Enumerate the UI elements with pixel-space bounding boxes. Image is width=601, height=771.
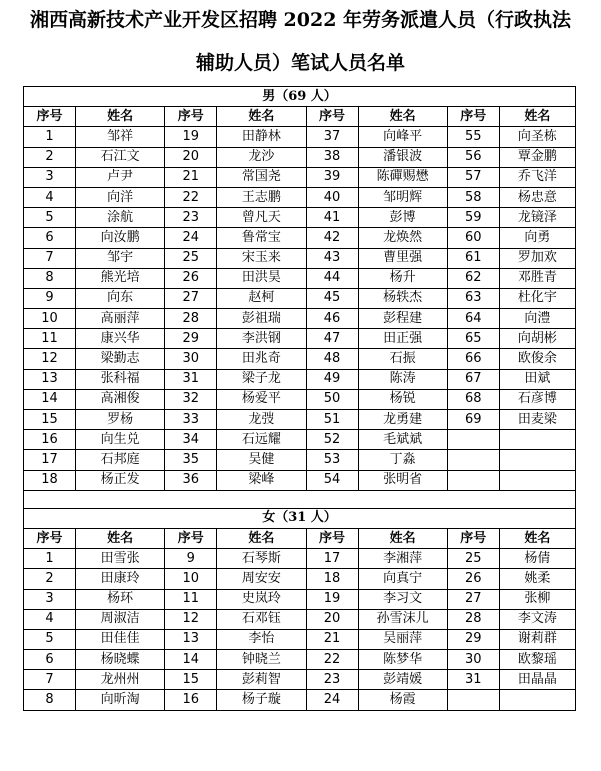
row-number: 5: [24, 629, 76, 649]
person-name: 丁淼: [358, 450, 447, 470]
person-name: 彭莉智: [217, 670, 306, 690]
row-number: 66: [447, 349, 499, 369]
row-number: 9: [165, 549, 217, 569]
row-number: 15: [165, 670, 217, 690]
person-name: 邹明辉: [358, 187, 447, 207]
table-row: [24, 410, 576, 430]
person-name: 钟晓兰: [217, 650, 306, 670]
row-number: 56: [447, 147, 499, 167]
person-name: 王志鹏: [217, 187, 306, 207]
person-name: 石邓钰: [217, 609, 306, 629]
person-name: 吴健: [217, 450, 306, 470]
row-number: 29: [447, 629, 499, 649]
row-number: [447, 470, 499, 490]
person-name: 鲁常宝: [217, 228, 306, 248]
column-header-name: 姓名: [358, 528, 447, 548]
column-header-name: 姓名: [217, 107, 306, 127]
table-row: [24, 609, 576, 629]
table-row: [24, 629, 576, 649]
person-name: 李习文: [358, 589, 447, 609]
male-section-caption: 男（69 人）: [24, 87, 576, 107]
person-name: 田康玲: [76, 569, 165, 589]
row-number: 28: [447, 609, 499, 629]
row-number: 32: [165, 389, 217, 409]
person-name: 周淑洁: [76, 609, 165, 629]
row-number: 25: [165, 248, 217, 268]
row-number: 54: [306, 470, 358, 490]
person-name: [499, 430, 575, 450]
row-number: 16: [24, 430, 76, 450]
person-name: 向生兑: [76, 430, 165, 450]
row-number: 30: [447, 650, 499, 670]
person-name: 龙弢: [217, 410, 306, 430]
row-number: 10: [165, 569, 217, 589]
column-header-no: 序号: [447, 107, 499, 127]
row-number: 13: [24, 369, 76, 389]
person-name: 李湘萍: [358, 549, 447, 569]
column-header-name: 姓名: [76, 107, 165, 127]
person-name: 田洪昊: [217, 268, 306, 288]
table-row: [24, 208, 576, 228]
table-row: [24, 288, 576, 308]
row-number: 21: [306, 629, 358, 649]
row-number: 7: [24, 248, 76, 268]
person-name: 杨倩: [499, 549, 575, 569]
row-number: 19: [165, 127, 217, 147]
row-number: 1: [24, 127, 76, 147]
person-name: 田晶晶: [499, 670, 575, 690]
person-name: 杨忠意: [499, 187, 575, 207]
person-name: 罗杨: [76, 410, 165, 430]
table-row: [24, 349, 576, 369]
person-name: 田斌: [499, 369, 575, 389]
person-name: 向勇: [499, 228, 575, 248]
row-number: 43: [306, 248, 358, 268]
female-section-caption: 女（31 人）: [24, 508, 576, 528]
person-name: 宋玉来: [217, 248, 306, 268]
row-number: 25: [447, 549, 499, 569]
page-title-line1: 湘西高新技术产业开发区招聘 2022 年劳务派遣人员（行政执法: [29, 9, 572, 31]
person-name: 石振: [358, 349, 447, 369]
person-name: 张科福: [76, 369, 165, 389]
person-name: 石邦庭: [76, 450, 165, 470]
person-name: 向圣栋: [499, 127, 575, 147]
page-title-line2: 辅助人员）笔试人员名单: [195, 52, 405, 74]
row-number: 15: [24, 410, 76, 430]
row-number: 19: [306, 589, 358, 609]
table-row: [24, 268, 576, 288]
person-name: 谢莉群: [499, 629, 575, 649]
person-name: 向洋: [76, 187, 165, 207]
row-number: 21: [165, 167, 217, 187]
table-row: [24, 309, 576, 329]
row-number: 59: [447, 208, 499, 228]
row-number: 13: [165, 629, 217, 649]
person-name: 吴丽萍: [358, 629, 447, 649]
male-caption-row: [24, 87, 576, 107]
row-number: 50: [306, 389, 358, 409]
row-number: 58: [447, 187, 499, 207]
person-name: 孙雪沫儿: [358, 609, 447, 629]
person-name: 梁勤志: [76, 349, 165, 369]
person-name: 龙焕然: [358, 228, 447, 248]
row-number: 18: [24, 470, 76, 490]
person-name: 石琴斯: [217, 549, 306, 569]
column-header-no: 序号: [24, 528, 76, 548]
person-name: [499, 470, 575, 490]
person-name: 杨子璇: [217, 690, 306, 710]
row-number: 24: [306, 690, 358, 710]
table-row: [24, 127, 576, 147]
table-row: [24, 589, 576, 609]
person-name: 欧黎瑶: [499, 650, 575, 670]
table-row: [24, 549, 576, 569]
person-name: 向东: [76, 288, 165, 308]
person-name: 彭祖瑞: [217, 309, 306, 329]
column-header-name: 姓名: [76, 528, 165, 548]
column-header-no: 序号: [306, 528, 358, 548]
person-name: 龙州州: [76, 670, 165, 690]
row-number: 60: [447, 228, 499, 248]
row-number: 49: [306, 369, 358, 389]
person-name: 田麦梁: [499, 410, 575, 430]
row-number: 34: [165, 430, 217, 450]
table-row: [24, 187, 576, 207]
row-number: 68: [447, 389, 499, 409]
table-row: [24, 147, 576, 167]
row-number: 17: [306, 549, 358, 569]
row-number: 20: [306, 609, 358, 629]
table-row: [24, 450, 576, 470]
person-name: 涂航: [76, 208, 165, 228]
column-header-name: 姓名: [499, 528, 575, 548]
row-number: 30: [165, 349, 217, 369]
table-row: [24, 248, 576, 268]
person-name: 彭博: [358, 208, 447, 228]
table-row: [24, 650, 576, 670]
person-name: 康兴华: [76, 329, 165, 349]
person-name: 杨升: [358, 268, 447, 288]
row-number: 26: [165, 268, 217, 288]
row-number: 6: [24, 228, 76, 248]
row-number: 8: [24, 268, 76, 288]
column-header-name: 姓名: [217, 528, 306, 548]
person-name: 石江文: [76, 147, 165, 167]
table-row: [24, 690, 576, 710]
row-number: 64: [447, 309, 499, 329]
row-number: 31: [165, 369, 217, 389]
row-number: 62: [447, 268, 499, 288]
row-number: 53: [306, 450, 358, 470]
person-name: 田佳佳: [76, 629, 165, 649]
row-number: 28: [165, 309, 217, 329]
person-name: 李怡: [217, 629, 306, 649]
person-name: 邹宇: [76, 248, 165, 268]
row-number: 57: [447, 167, 499, 187]
person-name: 常国尧: [217, 167, 306, 187]
column-header-no: 序号: [24, 107, 76, 127]
person-name: 曹里强: [358, 248, 447, 268]
person-name: 向昕淘: [76, 690, 165, 710]
row-number: 2: [24, 569, 76, 589]
person-name: 田静林: [217, 127, 306, 147]
row-number: 55: [447, 127, 499, 147]
person-name: 龙勇建: [358, 410, 447, 430]
row-number: 41: [306, 208, 358, 228]
person-name: 向胡彬: [499, 329, 575, 349]
row-number: 29: [165, 329, 217, 349]
row-number: 52: [306, 430, 358, 450]
person-name: 邹祥: [76, 127, 165, 147]
person-name: 田雪张: [76, 549, 165, 569]
row-number: 65: [447, 329, 499, 349]
person-name: 田兆奇: [217, 349, 306, 369]
person-name: [499, 450, 575, 470]
row-number: 9: [24, 288, 76, 308]
person-name: 龙沙: [217, 147, 306, 167]
row-number: 47: [306, 329, 358, 349]
row-number: 46: [306, 309, 358, 329]
row-number: 67: [447, 369, 499, 389]
person-name: 乔飞洋: [499, 167, 575, 187]
row-number: 48: [306, 349, 358, 369]
person-name: 彭程建: [358, 309, 447, 329]
person-name: 梁子龙: [217, 369, 306, 389]
row-number: 24: [165, 228, 217, 248]
person-name: 张柳: [499, 589, 575, 609]
person-name: 卢尹: [76, 167, 165, 187]
person-name: 石远耀: [217, 430, 306, 450]
row-number: 23: [165, 208, 217, 228]
person-name: 杨环: [76, 589, 165, 609]
column-header-no: 序号: [447, 528, 499, 548]
person-name: 杨锐: [358, 389, 447, 409]
person-name: 李文涛: [499, 609, 575, 629]
table-row: [24, 228, 576, 248]
row-number: 37: [306, 127, 358, 147]
row-number: 27: [165, 288, 217, 308]
person-name: 杨晓蝶: [76, 650, 165, 670]
table-row: [24, 670, 576, 690]
person-name: 石彦博: [499, 389, 575, 409]
person-name: 陈磾赐懋: [358, 167, 447, 187]
row-number: 6: [24, 650, 76, 670]
section-spacer: [24, 490, 576, 508]
person-name: 欧俊余: [499, 349, 575, 369]
row-number: 40: [306, 187, 358, 207]
row-number: 23: [306, 670, 358, 690]
row-number: 44: [306, 268, 358, 288]
person-name: 熊光培: [76, 268, 165, 288]
row-number: 11: [24, 329, 76, 349]
row-number: 2: [24, 147, 76, 167]
female-caption-row: [24, 508, 576, 528]
row-number: 35: [165, 450, 217, 470]
roster-table: [23, 86, 576, 711]
row-number: 22: [165, 187, 217, 207]
person-name: 姚柔: [499, 569, 575, 589]
table-row: [24, 369, 576, 389]
row-number: 5: [24, 208, 76, 228]
table-row: [24, 329, 576, 349]
person-name: [499, 690, 575, 710]
column-header-no: 序号: [165, 107, 217, 127]
spacer-cell: [24, 490, 576, 508]
row-number: [447, 690, 499, 710]
table-row: [24, 430, 576, 450]
row-number: 36: [165, 470, 217, 490]
row-number: 51: [306, 410, 358, 430]
row-number: 18: [306, 569, 358, 589]
row-number: 3: [24, 167, 76, 187]
row-number: [447, 450, 499, 470]
person-name: 向峰平: [358, 127, 447, 147]
row-number: 1: [24, 549, 76, 569]
row-number: 38: [306, 147, 358, 167]
row-number: 16: [165, 690, 217, 710]
row-number: 22: [306, 650, 358, 670]
row-number: 14: [165, 650, 217, 670]
person-name: 杨正发: [76, 470, 165, 490]
row-number: 7: [24, 670, 76, 690]
row-number: 4: [24, 187, 76, 207]
row-number: 42: [306, 228, 358, 248]
person-name: 李洪钢: [217, 329, 306, 349]
row-number: 26: [447, 569, 499, 589]
person-name: 高丽萍: [76, 309, 165, 329]
row-number: 10: [24, 309, 76, 329]
column-header-no: 序号: [306, 107, 358, 127]
row-number: 3: [24, 589, 76, 609]
row-number: 4: [24, 609, 76, 629]
female-header-row: [24, 528, 576, 548]
table-row: [24, 470, 576, 490]
row-number: 12: [24, 349, 76, 369]
person-name: 龙镜泽: [499, 208, 575, 228]
table-row: [24, 167, 576, 187]
person-name: 向汝鹏: [76, 228, 165, 248]
person-name: 梁峰: [217, 470, 306, 490]
row-number: 39: [306, 167, 358, 187]
row-number: 63: [447, 288, 499, 308]
person-name: 杨爱平: [217, 389, 306, 409]
table-row: [24, 389, 576, 409]
row-number: 12: [165, 609, 217, 629]
row-number: 14: [24, 389, 76, 409]
person-name: 周安安: [217, 569, 306, 589]
table-row: [24, 569, 576, 589]
person-name: 杨霞: [358, 690, 447, 710]
row-number: [447, 430, 499, 450]
row-number: 20: [165, 147, 217, 167]
row-number: 27: [447, 589, 499, 609]
row-number: 8: [24, 690, 76, 710]
person-name: 田正强: [358, 329, 447, 349]
person-name: 向澧: [499, 309, 575, 329]
row-number: 45: [306, 288, 358, 308]
person-name: 高湘俊: [76, 389, 165, 409]
person-name: 陈涛: [358, 369, 447, 389]
person-name: 杨轶杰: [358, 288, 447, 308]
person-name: 曾凡天: [217, 208, 306, 228]
person-name: 罗加欢: [499, 248, 575, 268]
person-name: 杜化宇: [499, 288, 575, 308]
row-number: 33: [165, 410, 217, 430]
row-number: 61: [447, 248, 499, 268]
row-number: 69: [447, 410, 499, 430]
person-name: 向真宁: [358, 569, 447, 589]
male-header-row: [24, 107, 576, 127]
column-header-name: 姓名: [358, 107, 447, 127]
person-name: 张明省: [358, 470, 447, 490]
person-name: 潘银波: [358, 147, 447, 167]
row-number: 11: [165, 589, 217, 609]
person-name: 覃金鹏: [499, 147, 575, 167]
person-name: 赵柯: [217, 288, 306, 308]
person-name: 毛斌斌: [358, 430, 447, 450]
column-header-no: 序号: [165, 528, 217, 548]
person-name: 史岚玲: [217, 589, 306, 609]
person-name: 彭靖媛: [358, 670, 447, 690]
person-name: 陈梦华: [358, 650, 447, 670]
person-name: 邓胜青: [499, 268, 575, 288]
row-number: 31: [447, 670, 499, 690]
column-header-name: 姓名: [499, 107, 575, 127]
row-number: 17: [24, 450, 76, 470]
